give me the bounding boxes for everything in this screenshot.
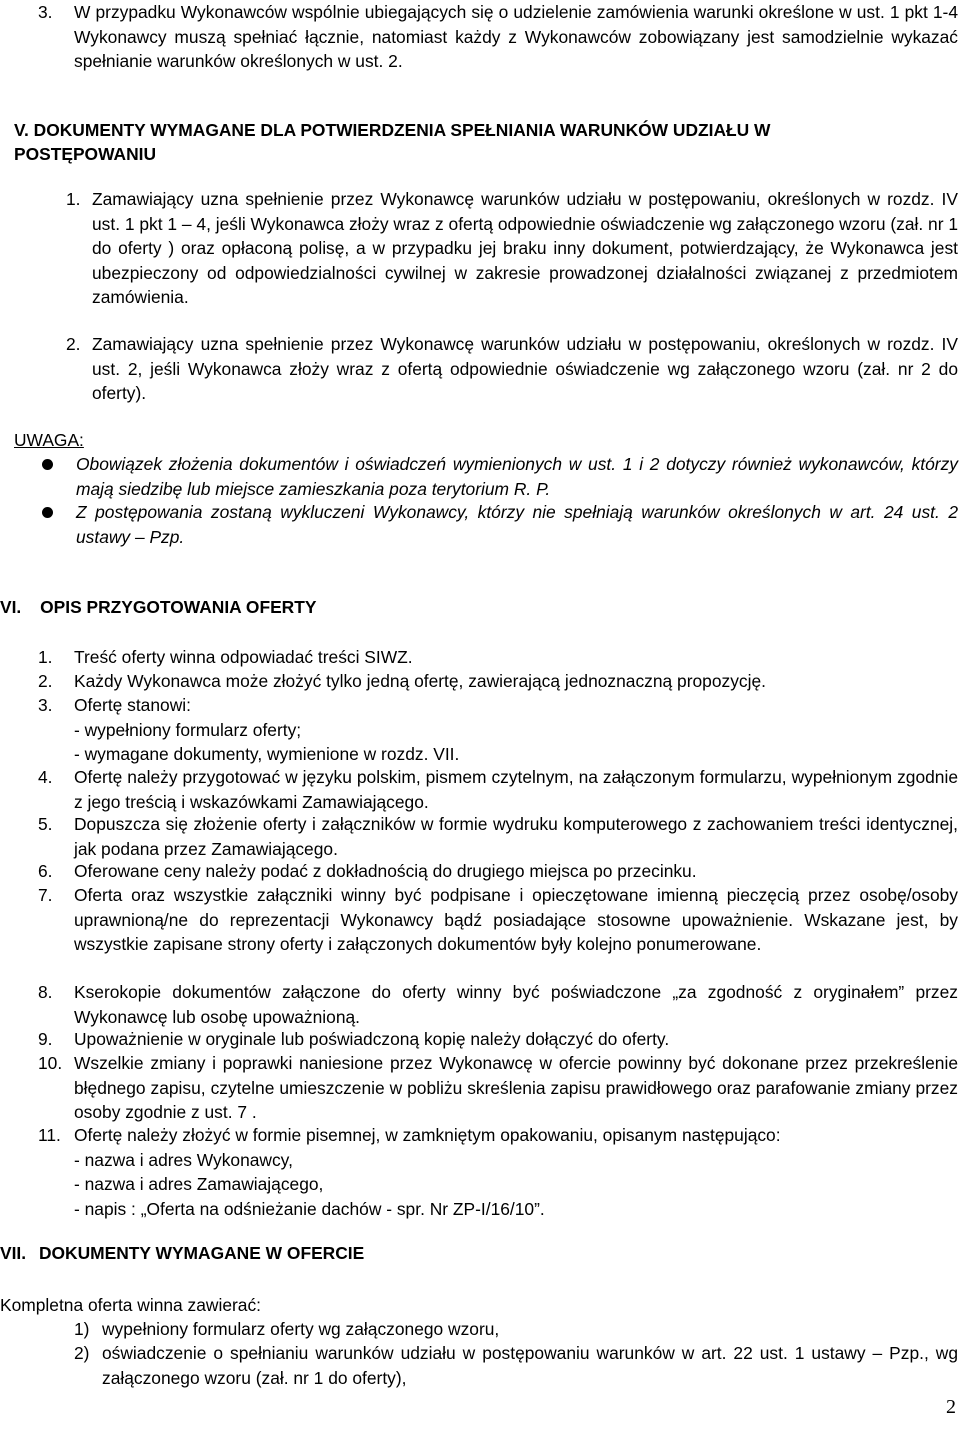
section-title: DOKUMENTY WYMAGANE W OFERCIE [38,1243,365,1263]
item-number: 1. [38,647,53,667]
item-number: 9. [38,1029,53,1049]
item-number: 10. [38,1053,63,1073]
item-text: Oferta oraz wszystkie załączniki winny być podpisane i opieczętowane imienną pieczęcią przez osobę/osoby uprawnioną/ne do reprezentacji Wykonawcy bądź posiadające stosowne upoważnienie. Wskazane jest, by wszystkie zapisane strony oferty i załączonych dokumentów były kolejno ponumerowane. [74,885,958,954]
item-number: 2) [74,1343,90,1363]
item-subline: - wymagane dokumenty, wymienione w rozdz. VII. [74,744,460,764]
list-item [38,883,958,957]
item-text: Ofertę stanowi: [74,695,191,715]
list-item [38,1051,958,1125]
item-text: Oferowane ceny należy podać z dokładnością do drugiego miejsca po przecinku. [74,861,697,881]
item-number: 3. [38,695,53,715]
item-subline: - napis : „Oferta na odśnieżanie dachów - spr. Nr ZP-I/16/10”. [74,1198,545,1219]
item-text: Dopuszcza się złożenie oferty i załączników w formie wydruku komputerowego z zachowaniem treści identycznej, jak podana przez Zamawiającego. [74,814,958,859]
item-subline: - wypełniony formularz oferty; [74,719,302,740]
page-number: 2 [946,1396,956,1418]
item-text: Kserokopie dokumentów załączone do oferty winny być poświadczone „za zgodność z oryginałem” przez Wykonawcę lub osobę upoważnioną. [74,982,958,1027]
item-number: 8. [38,982,53,1002]
item-text: Ofertę należy przygotować w języku polskim, pismem czytelnym, na załączonym formularzu, wypełnionym zgodnie z jego treścią i wskazówkami Zamawiającego. [74,767,958,812]
section-intro: Kompletna oferta winna zawierać: [0,1295,261,1315]
item-text: W przypadku Wykonawców wspólnie ubiegających się o udzielenie zamówienia warunki określone w ust. 1 pkt 1-4 Wykonawcy muszą spełniać łącznie, natomiast każdy z Wykonawców zobowiązany jest samodzielnie wykazać spełnianie warunków określonych w ust. 2. [74,2,958,71]
item-number: 5. [38,814,53,834]
item-number: 11. [38,1125,61,1145]
list-item [38,0,958,74]
section-heading-v: V. DOKUMENTY WYMAGANE DLA POTWIERDZENIA SPEŁNIANIA WARUNKÓW UDZIAŁU W POSTĘPOWANIU [14,120,771,164]
item-text: Obowiązek złożenia dokumentów i oświadczeń wymienionych w ust. 1 i 2 dotyczy również wykonawców, którzy mają siedzibę lub miejsce zamieszkania poza terytorium R. P. [76,454,958,499]
list-item [38,187,958,310]
item-text: Zamawiający uzna spełnienie przez Wykonawcę warunków udziału w postępowaniu, określonych w rozdz. IV ust. 1 pkt 1 – 4, jeśli Wykonawca złoży wraz z ofertą odpowiednie oświadczenie wg załączonego wzoru (zał. nr 1 do oferty ) oraz opłaconą polisę, a w przypadku jej braku inny dokument, potwierdzający, że Wykonawca jest ubezpieczony od odpowiedzialności cywilnej w zakresie prowadzonej działalności związanej z przedmiotem zamówienia. [92,189,958,307]
item-text: Z postępowania zostaną wykluczeni Wykonawcy, którzy nie spełniają warunków określonych w art. 24 ust. 2 ustawy – Pzp. [76,502,958,547]
list-item [42,452,958,501]
item-subline: - nazwa i adres Wykonawcy, [74,1149,293,1170]
item-number: 6. [38,861,53,881]
item-number: 2. [38,671,53,691]
item-text: Treść oferty winna odpowiadać treści SIWZ. [74,647,413,667]
item-text: Każdy Wykonawca może złożyć tylko jedną ofertę, zawierającą jednoznaczną propozycję. [74,671,766,691]
list-item [38,1027,958,1052]
section-heading-vii [0,1241,364,1265]
bullet-icon [42,459,53,470]
list-item [38,812,958,861]
list-item [38,1317,958,1342]
list-item [38,980,958,1029]
list-item [42,500,958,549]
item-number: 4. [38,767,53,787]
item-text: Upoważnienie w oryginale lub poświadczoną kopię należy dołączyć do oferty. [74,1029,670,1049]
item-text: Ofertę należy złożyć w formie pisemnej, w zamkniętym opakowaniu, opisanym następująco: [74,1125,781,1145]
item-text: Zamawiający uzna spełnienie przez Wykonawcę warunków udziału w postępowaniu, określonych w rozdz. IV ust. 2, jeśli Wykonawca złoży wraz z ofertą odpowiednie oświadczenie wg załączonego wzoru (zał. nr 2 do oferty). [92,334,958,403]
item-text: Wszelkie zmiany i poprawki naniesione przez Wykonawcę w ofercie powinny być dokonane przez przekreślenie błędnego zapisu, czytelne umieszczenie w pobliżu skreślenia zapisu prawidłowego oraz parafowanie zmiany przez osoby zgodnie z ust. 7 . [74,1053,958,1122]
item-number: 2. [66,334,81,354]
list-item [38,765,958,814]
section-heading-vi [0,595,316,619]
note-label: UWAGA: [14,430,84,450]
list-item [38,332,958,406]
section-number: VII. [0,1243,27,1263]
item-text: oświadczenie o spełnianiu warunków udziału w postępowaniu warunków w art. 22 ust. 1 ustawy – Pzp., wg załączonego wzoru (zał. nr 1 do oferty), [102,1343,958,1388]
list-item [38,669,958,694]
list-item [38,1341,958,1390]
bullet-icon [42,507,53,518]
item-subline: - nazwa i adres Zamawiającego, [74,1174,324,1194]
section-title: OPIS PRZYGOTOWANIA OFERTY [40,597,317,617]
list-item [38,1123,958,1221]
item-text: wypełniony formularz oferty wg załączonego wzoru, [102,1319,500,1339]
item-number: 3. [38,2,53,22]
section-number: VI. [0,597,22,617]
item-number: 7. [38,885,53,905]
list-item [38,859,958,884]
list-item [38,693,958,767]
item-number: 1) [74,1319,90,1339]
item-number: 1. [66,189,81,209]
list-item [38,645,958,670]
